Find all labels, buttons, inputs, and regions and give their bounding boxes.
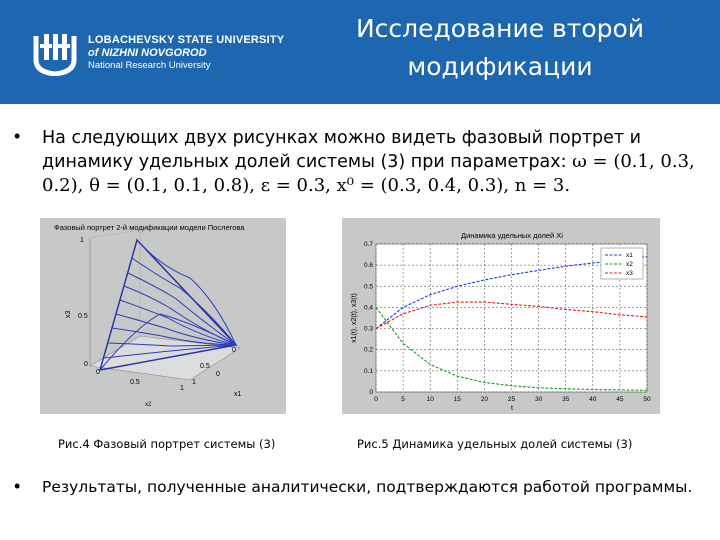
slide-title: [330, 10, 670, 86]
y-tick-label: 0.4: [363, 304, 373, 312]
chart-legend: [601, 248, 643, 279]
x-tick-1: 1: [180, 385, 184, 392]
slide-title-line2: модификации: [407, 52, 593, 81]
figure4-caption: Рис.4 Фазовый портрет системы (3): [58, 437, 276, 451]
slide-title-line1: Исследование второй: [355, 14, 645, 43]
university-line1: LOBACHEVSKY STATE UNIVERSITY: [88, 34, 285, 46]
z-tick-05: 0.5: [78, 313, 88, 320]
x-tick-label: 0: [374, 396, 378, 403]
z-tick-1: 1: [80, 237, 84, 244]
bullet-marker-2: •: [14, 476, 21, 496]
phase-portrait-title: Фазовый портрет 2-й модификации модели Послегова: [54, 223, 245, 232]
x-tick-label: 40: [589, 396, 597, 403]
phase-portrait-figure: [40, 218, 286, 414]
x-tick-label: 20: [480, 396, 489, 403]
x-axis-label: x2: [145, 402, 152, 408]
x-tick-label: 15: [453, 396, 461, 403]
y-tick-1: 1: [192, 379, 196, 386]
chart-title: Динамика удельных долей Xi: [461, 231, 563, 240]
legend-label-x3: x3: [626, 270, 633, 277]
x-tick-label: 45: [616, 396, 624, 403]
x-axis-label: t: [511, 405, 513, 412]
university-logo-icon: [32, 30, 78, 76]
parameters-formula: ω = (0.1, 0.3, 0.2), θ = (0.1, 0.1, 0.8), ε = 0.3, x⁰ = (0.3, 0.4, 0.3), n = 3.: [42, 151, 695, 196]
y-tick-label: 0: [369, 389, 373, 396]
figure5-caption: Рис.5 Динамика удельных долей системы (3): [357, 437, 633, 451]
x-tick-label: 25: [507, 396, 516, 403]
university-line3: National Research University: [88, 60, 211, 71]
university-line2: of NIZHNI NOVGOROD: [88, 47, 207, 59]
y-tick-label: 0.3: [363, 325, 373, 333]
y-tick-label: 0.6: [363, 262, 373, 270]
x-tick-label: 5: [401, 396, 405, 403]
y-tick-label: 0.5: [363, 283, 373, 291]
dynamics-chart: [342, 218, 660, 414]
y-tick-label: 0.7: [363, 241, 373, 248]
z-axis-label: x3: [65, 310, 72, 318]
y-tick-0b: 0: [216, 371, 220, 378]
z-tick-0: 0: [84, 361, 88, 368]
legend-label-x2: x2: [626, 261, 633, 268]
y-axis-label: x1(t), x2(t), x3(t): [351, 293, 358, 343]
x-tick-05: 0.5: [130, 379, 140, 386]
header-bar: [0, 0, 720, 104]
x-tick-label: 10: [426, 396, 434, 403]
x-tick-label: 30: [534, 396, 543, 403]
y-axis-label: x1: [234, 391, 242, 398]
intro-paragraph: [42, 126, 702, 198]
x-tick-label: 50: [643, 396, 651, 403]
conclusion-text: Результаты, полученные аналитически, подтверждаются работой программы.: [42, 478, 693, 496]
x-tick-label: 35: [562, 396, 570, 403]
y-tick-label: 0.2: [363, 346, 373, 354]
legend-label-x1: x1: [626, 252, 633, 259]
bullet-marker-1: •: [14, 126, 21, 146]
intro-text: На следующих двух рисунках можно видеть фазовый портрет и динамику удельных долей системы (3) при параметрах:: [42, 128, 642, 172]
x-tick-0: 0: [96, 369, 100, 376]
y-tick-label: 0.1: [363, 367, 373, 375]
university-name: [88, 34, 284, 72]
y-tick-05: 0.5: [200, 363, 210, 370]
y-tick-0: 0: [232, 347, 236, 354]
